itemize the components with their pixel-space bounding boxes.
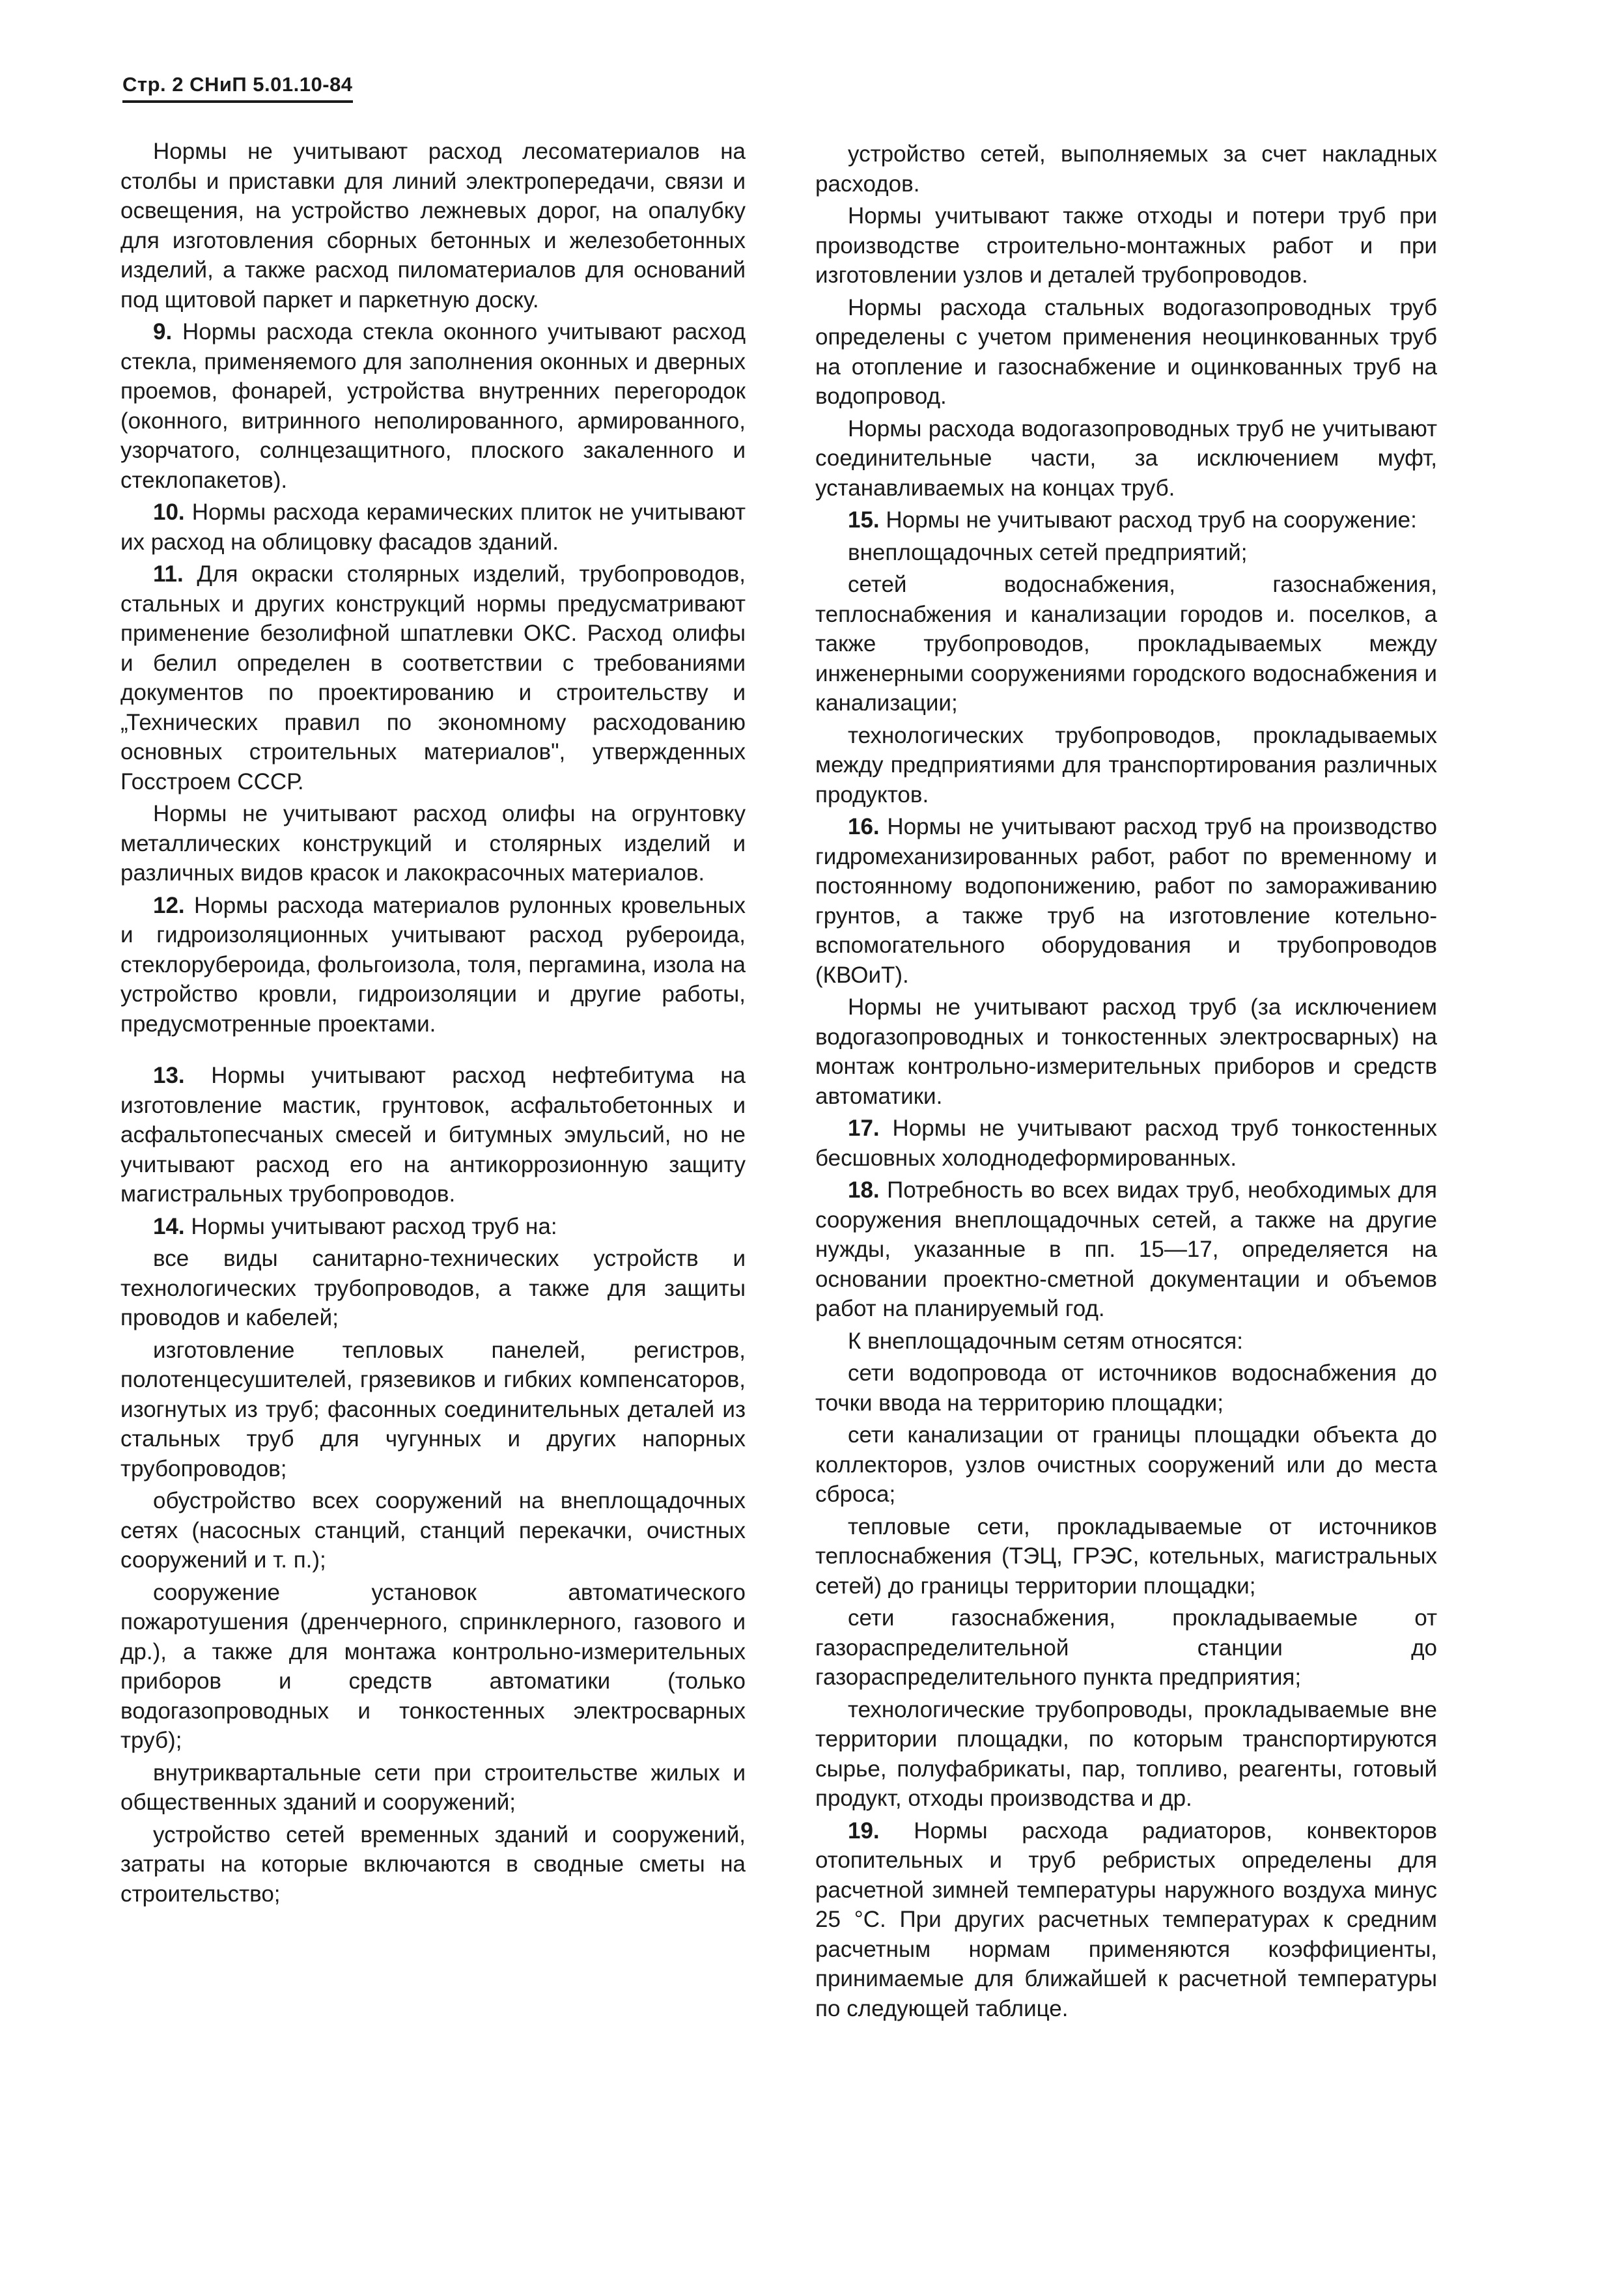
paragraph: Нормы расхода водогазопроводных труб не учитывают соединительные части, за исключением муфт, устанавливаемых на концах труб. bbox=[815, 415, 1437, 501]
paragraph-item-9: 9. Нормы расхода стекла оконного учитывают расход стекла, применяемого для заполнения оконных и дверных проемов, фонарей, устройства внутренних перегородок (оконного, витринного неполированного, армированного, узорчатого, солнцезащитного, плоского закаленного и стеклопакетов). bbox=[120, 319, 746, 493]
paragraph: Нормы не учитывают расход труб (за исключением водогазопроводных и тонкостенных электросварных) на монтаж контрольно-измерительных приборов и средств автоматики. bbox=[815, 994, 1437, 1109]
paragraph-item-16: 16. Нормы не учитывают расход труб на производство гидромеханизированных работ, работ по временному и постоянному водопонижению, работ по замораживанию грунтов, а также труб на изготовление котельно-вспомогательного оборудования и трубопроводов (КВОиТ). bbox=[815, 814, 1437, 988]
paragraph-item-13: 13. Нормы учитывают расход нефтебитума на изготовление мастик, грунтовок, асфальтобетонных и асфальтопесчаных смесей и битумных эмульсий, но не учитывают расход его на антикоррозионную защиту магистральных трубопроводов. bbox=[120, 1063, 746, 1207]
right-column bbox=[815, 139, 1437, 2026]
left-column bbox=[120, 137, 746, 1911]
paragraph: сети водопровода от источников водоснабжения до точки ввода на территорию площадки; bbox=[815, 1360, 1437, 1416]
paragraph: Нормы не учитывают расход лесоматериалов на столбы и приставки для линий электропередачи, связи и освещения, на устройство лежневых дорог, на опалубку для изготовления сборных бетонных и железобетонных изделий, а также расход пиломатериалов для оснований под щитовой паркет и паркетную доску. bbox=[120, 139, 746, 313]
paragraph-item-10: 10. Нормы расхода керамических плиток не учитывают их расход на облицовку фасадов зданий. bbox=[120, 499, 746, 555]
paragraph: устройство сетей, выполняемых за счет накладных расходов. bbox=[815, 141, 1437, 197]
paragraph: сетей водоснабжения, газоснабжения, теплоснабжения и канализации городов и. поселков, а также трубопроводов, прокладываемых между инженерными сооружениями городского водоснабжения и канализации; bbox=[815, 572, 1437, 716]
paragraph: К внеплощадочным сетям относятся: bbox=[848, 1328, 1243, 1354]
paragraph: Нормы расхода стальных водогазопроводных труб определены с учетом применения неоцинкованных труб на отопление и газоснабжение и оцинкованных труб на водопровод. bbox=[815, 294, 1437, 409]
paragraph: обустройство всех сооружений на внеплощадочных сетях (насосных станций, станций перекачки, очистных сооружений и т. п.); bbox=[120, 1488, 746, 1573]
page-header: Стр. 2 СНиП 5.01.10-84 bbox=[122, 73, 353, 103]
paragraph: сети канализации от границы площадки объекта до коллекторов, узлов очистных сооружений или до места сброса; bbox=[815, 1422, 1437, 1507]
paragraph: Нормы учитывают также отходы и потери труб при производстве строительно-монтажных работ и при изготовлении узлов и деталей трубопроводов. bbox=[815, 203, 1437, 288]
paragraph-item-15: 15. Нормы не учитывают расход труб на сооружение: bbox=[848, 507, 1417, 533]
paragraph: сети газоснабжения, прокладываемые от газораспределительной станции до газораспределительного пункта предприятия; bbox=[815, 1605, 1437, 1690]
paragraph-item-14: 14. Нормы учитывают расход труб на: bbox=[153, 1213, 557, 1239]
paragraph: тепловые сети, прокладываемые от источников теплоснабжения (ТЭЦ, ГРЭС, котельных, магистральных сетей) до границы территории площадки; bbox=[815, 1513, 1437, 1599]
paragraph-item-11: 11. Для окраски столярных изделий, трубопроводов, стальных и других конструкций нормы предусматривают применение безолифной шпатлевки ОКС. Расход олифы и белил определен в соответствии с требованиями документов по проектированию и строительству и „Технических правил по экономному расходованию основных строительных материалов", утвержденных Госстроем СССР. bbox=[120, 561, 746, 794]
paragraph: устройство сетей временных зданий и сооружений, затраты на которые включаются в сводные сметы на строительство; bbox=[120, 1821, 746, 1907]
paragraph: изготовление тепловых панелей, регистров, полотенцесушителей, грязевиков и гибких компенсаторов, изогнутых из труб; фасонных соединительных деталей из стальных труб для чугунных и других напорных трубопроводов; bbox=[120, 1337, 746, 1482]
paragraph: технологические трубопроводы, прокладываемые вне территории площадки, по которым транспортируются сырье, полуфабрикаты, пар, топливо, реагенты, готовый продукт, отходы производства и др. bbox=[815, 1696, 1437, 1811]
paragraph-item-12: 12. Нормы расхода материалов рулонных кровельных и гидроизоляционных учитывают расход рубероида, стеклорубероида, фольгоизола, толя, пергамина, изола на устройство кровли, гидроизоляции и другие работы, предусмотренные проектами. bbox=[120, 892, 746, 1037]
paragraph: внутриквартальные сети при строительстве жилых и общественных зданий и сооружений; bbox=[120, 1760, 746, 1815]
paragraph: Нормы не учитывают расход олифы на огрунтовку металлических конструкций и столярных изделий и различных видов красок и лакокрасочных материалов. bbox=[120, 801, 746, 886]
paragraph: внеплощадочных сетей предприятий; bbox=[848, 539, 1248, 565]
paragraph: сооружение установок автоматического пожаротушения (дренчерного, спринклерного, газового и др.), а также для монтажа контрольно-измерительных приборов и средств автоматики (только водогазопроводных и тонкостенных электросварных труб); bbox=[120, 1579, 746, 1753]
paragraph-item-18: 18. Потребность во всех видах труб, необходимых для сооружения внеплощадочных сетей, а также на другие нужды, указанные в пп. 15—17, определяется на основании проектно-сметной документации и объемов работ на планируемый год. bbox=[815, 1177, 1437, 1321]
paragraph-item-19: 19. Нормы расхода радиаторов, конвекторов отопительных и труб ребристых определены для расчетной зимней температуры наружного воздуха минус 25 °С. При других расчетных температурах к средним расчетным нормам применяются коэффициенты, принимаемые для ближайшей к расчетной температуры по следующей таблице. bbox=[815, 1818, 1437, 2021]
paragraph: все виды санитарно-технических устройств и технологических трубопроводов, а также для защиты проводов и кабелей; bbox=[120, 1246, 746, 1330]
paragraph-item-17: 17. Нормы не учитывают расход труб тонкостенных бесшовных холоднодеформированных. bbox=[815, 1116, 1437, 1171]
paragraph: технологических трубопроводов, прокладываемых между предприятиями для транспортирования различных продуктов. bbox=[815, 722, 1437, 807]
